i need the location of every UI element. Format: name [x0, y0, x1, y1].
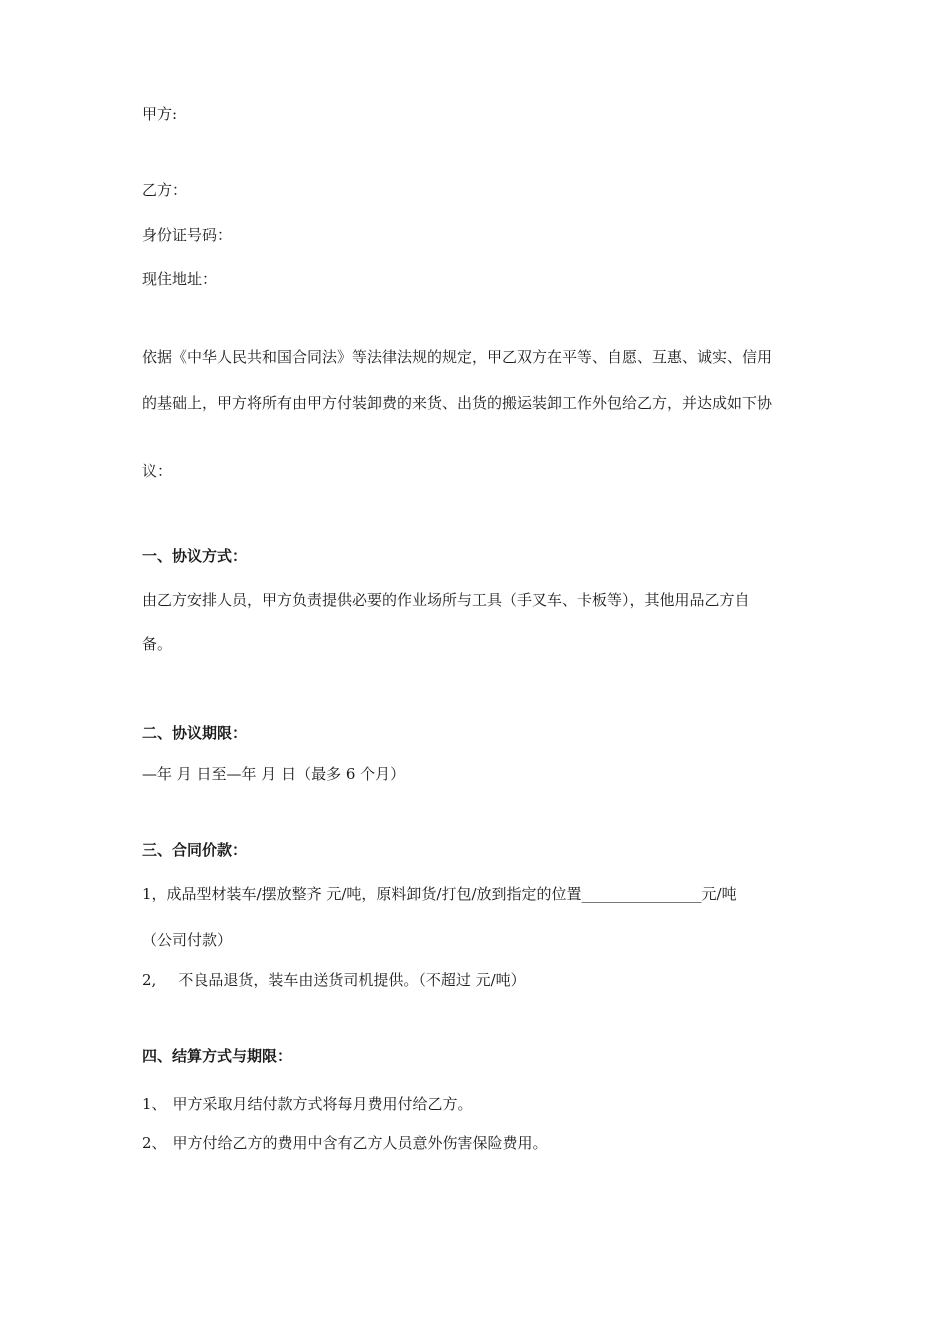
- section-2-line-1: —年 月 日至—年 月 日（最多 6 个月）: [142, 765, 406, 783]
- section-4-item-2: [142, 1133, 548, 1153]
- party-b-id-label: 身份证号码：: [142, 226, 233, 244]
- party-b-label: 乙方：: [142, 181, 188, 199]
- preamble-line-3: 议：: [142, 462, 173, 480]
- section-1-heading: 一、协议方式：: [142, 547, 248, 565]
- preamble-line-2: 的基础上，甲方将所有由甲方付装卸费的来货、出货的搬运装卸工作外包给乙方，并达成如下协: [142, 394, 773, 412]
- section-3-item-2-number: 2,: [142, 971, 157, 989]
- section-4-item-2-text: 甲方付给乙方的费用中含有乙方人员意外伤害保险费用。: [172, 1134, 548, 1152]
- section-3-heading: 三、合同价款：: [142, 841, 248, 859]
- section-1-line-1: 由乙方安排人员，甲方负责提供必要的作业场所与工具（手叉车、卡板等），其他用品乙方自: [142, 591, 750, 609]
- section-4-item-1-number: 1、: [142, 1095, 167, 1113]
- section-1-line-2: 备。: [142, 635, 173, 653]
- section-4-item-1-text: 甲方采取月结付款方式将每月费用付给乙方。: [172, 1095, 473, 1113]
- section-3-item-2-text: 不良品退货，装车由送货司机提供。（不超过 元/吨）: [178, 971, 526, 989]
- section-4-item-2-number: 2、: [142, 1134, 167, 1152]
- section-4-item-1: [142, 1094, 473, 1114]
- preamble-line-1: 依据《中华人民共和国合同法》等法律法规的规定，甲乙双方在平等、自愿、互惠、诚实、信用: [142, 348, 773, 366]
- section-2-heading: 二、协议期限：: [142, 724, 248, 742]
- section-3-item-1-line-1: 1，成品型材装车/摆放整齐 元/吨，原料卸货/打包/放到指定的位置________________元/吨: [142, 885, 737, 903]
- party-b-address-label: 现住地址：: [142, 270, 218, 288]
- section-3-item-2: [142, 970, 526, 990]
- section-4-heading: 四、结算方式与期限：: [142, 1047, 293, 1065]
- section-3-item-1-line-2: （公司付款）: [142, 931, 233, 949]
- party-a-label: 甲方:: [142, 105, 178, 123]
